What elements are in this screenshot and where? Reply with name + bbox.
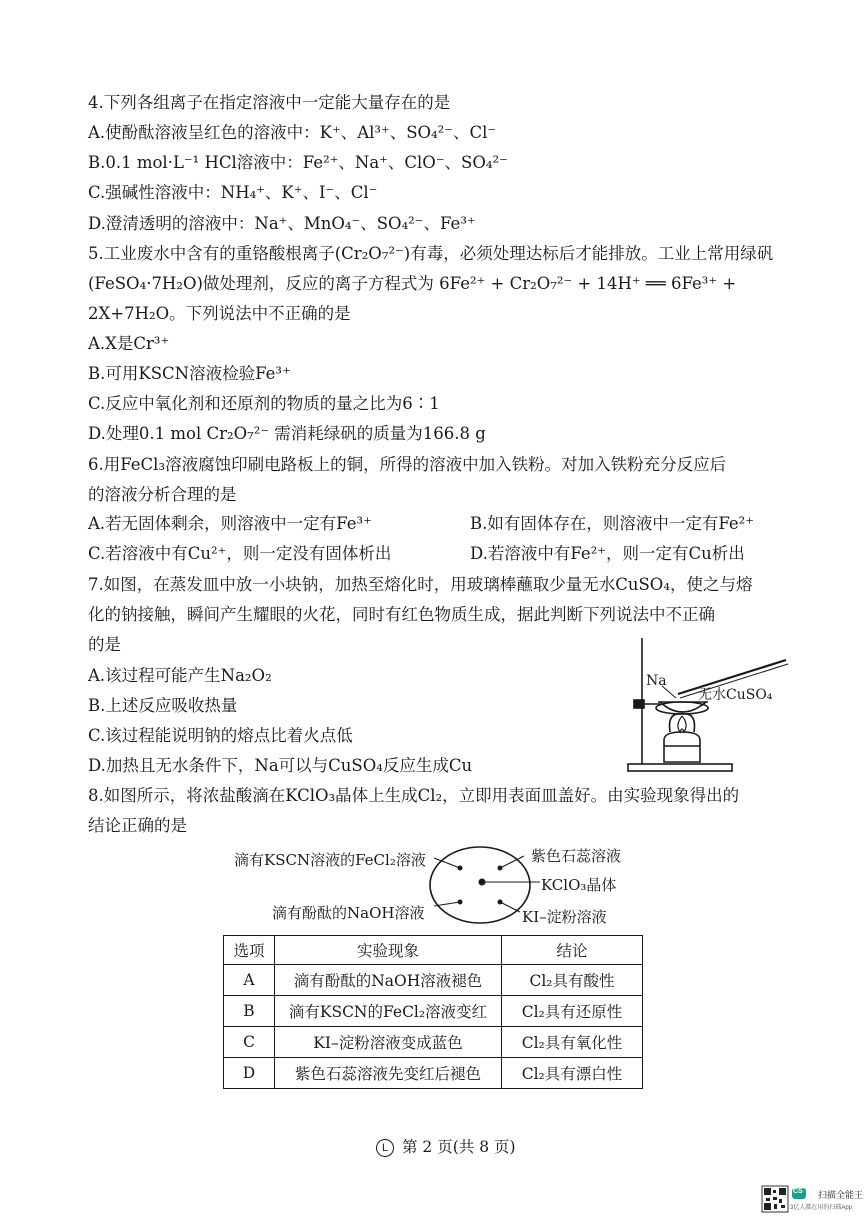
q5-stem-line1: 5.工业废水中含有的重铬酸根离子(Cr₂O₇²⁻)有毒，必须处理达标后才能排放。工业上常用绿矾 [88, 244, 774, 263]
table-cell-conclusion: Cl₂具有还原性 [502, 996, 643, 1027]
table-cell-option: D [224, 1058, 275, 1089]
q7-figure-na-label: Na [646, 673, 667, 689]
table-row [224, 965, 643, 996]
table-row [224, 1027, 643, 1058]
page-number: 第 2 页(共 8 页) [402, 1138, 516, 1156]
table-row [224, 1058, 643, 1089]
table-header-row [224, 936, 643, 965]
q7-stem-line1: 7.如图，在蒸发皿中放一小块钠，加热至熔化时，用玻璃棒蘸取少量无水CuSO₄，使之与熔 [88, 575, 753, 594]
q8-label-litmus: 紫色石蕊溶液 [531, 847, 622, 865]
q7-figure-cuso4-label: 无水CuSO₄ [698, 687, 773, 703]
scanner-logo-icon: CS [793, 1188, 803, 1195]
q8-answer-table [223, 935, 643, 1089]
q4-option-c: C.强碱性溶液中：NH₄⁺、K⁺、I⁻、Cl⁻ [88, 183, 378, 202]
q6-stem-line1: 6.用FeCl₃溶液腐蚀印刷电路板上的铜，所得的溶液中加入铁粉。对加入铁粉充分反应后 [88, 455, 727, 474]
q8-label-kclo3: KClO₃晶体 [541, 876, 617, 894]
table-cell-conclusion: Cl₂具有酸性 [502, 965, 643, 996]
table-cell-phenomenon: 滴有酚酞的NaOH溶液褪色 [275, 965, 502, 996]
table-cell-phenomenon: 紫色石蕊溶液先变红后褪色 [275, 1058, 502, 1089]
q6-option-b: B.如有固体存在，则溶液中一定有Fe²⁺ [470, 514, 755, 533]
table-cell-conclusion: Cl₂具有氧化性 [502, 1027, 643, 1058]
q5-stem-line3: 2X+7H₂O。下列说法中不正确的是 [88, 304, 351, 323]
scanner-tagline: 3亿人都在用的扫描App [790, 1205, 853, 1211]
q4-option-b: B.0.1 mol·L⁻¹ HCl溶液中：Fe²⁺、Na⁺、ClO⁻、SO₄²⁻ [88, 153, 508, 172]
scanner-brand: 扫描全能王 [818, 1190, 864, 1200]
table-header-conclusion: 结论 [502, 936, 643, 965]
q5-option-d: D.处理0.1 mol Cr₂O₇²⁻ 需消耗绿矾的质量为166.8 g [88, 424, 486, 443]
q7-option-b: B.上述反应吸收热量 [88, 696, 238, 715]
table-cell-option: A [224, 965, 275, 996]
q7-option-d: D.加热且无水条件下，Na可以与CuSO₄反应生成Cu [88, 756, 473, 775]
q6-option-d: D.若溶液中有Fe²⁺，则一定有Cu析出 [470, 544, 745, 563]
q7-option-c: C.该过程能说明钠的熔点比着火点低 [88, 726, 353, 745]
q5-option-a: A.X是Cr³⁺ [88, 334, 170, 353]
page-footer [376, 1135, 516, 1157]
q7-option-a: A.该过程可能产生Na₂O₂ [88, 666, 272, 685]
q7-stem-line3: 的是 [88, 635, 121, 654]
q6-option-c: C.若溶液中有Cu²⁺，则一定没有固体析出 [88, 544, 392, 563]
table-cell-option: C [224, 1027, 275, 1058]
q4-option-a: A.使酚酞溶液呈红色的溶液中：K⁺、Al³⁺、SO₄²⁻、Cl⁻ [88, 123, 497, 142]
q8-stem-line1: 8.如图所示，将浓盐酸滴在KClO₃晶体上生成Cl₂，立即用表面皿盖好。由实验现象得出的 [88, 786, 740, 805]
q7-stem-line2: 化的钠接触，瞬间产生耀眼的火花，同时有红色物质生成，据此判断下列说法中不正确 [88, 605, 715, 624]
q8-label-kscn-fecl2: 滴有KSCN溶液的FeCl₂溶液 [234, 851, 426, 869]
table-cell-phenomenon: KI–淀粉溶液变成蓝色 [275, 1027, 502, 1058]
table-row [224, 996, 643, 1027]
q5-option-c: C.反应中氧化剂和还原剂的物质的量之比为6∶1 [88, 394, 440, 413]
table-cell-phenomenon: 滴有KSCN的FeCl₂溶液变红 [275, 996, 502, 1027]
table-cell-option: B [224, 996, 275, 1027]
table-cell-conclusion: Cl₂具有漂白性 [502, 1058, 643, 1089]
table-header-phenomenon: 实验现象 [275, 936, 502, 965]
q5-stem-line2: (FeSO₄·7H₂O)做处理剂，反应的离子方程式为 6Fe²⁺ + Cr₂O₇²⁻ + 14H⁺ ══ 6Fe³⁺ + [88, 274, 737, 293]
q5-option-b: B.可用KSCN溶液检验Fe³⁺ [88, 364, 291, 383]
q8-stem-line2: 结论正确的是 [88, 816, 187, 835]
q4-stem: 4.下列各组离子在指定溶液中一定能大量存在的是 [88, 93, 451, 112]
q6-option-a: A.若无固体剩余，则溶液中一定有Fe³⁺ [88, 514, 372, 533]
q8-label-naoh: 滴有酚酞的NaOH溶液 [272, 904, 425, 922]
q4-option-d: D.澄清透明的溶液中：Na⁺、MnO₄⁻、SO₄²⁻、Fe³⁺ [88, 214, 476, 233]
q8-label-ki-starch: KI–淀粉溶液 [522, 908, 607, 926]
q6-stem-line2: 的溶液分析合理的是 [88, 485, 237, 504]
table-header-option: 选项 [224, 936, 275, 965]
footer-circled-mark: L [376, 1139, 394, 1157]
